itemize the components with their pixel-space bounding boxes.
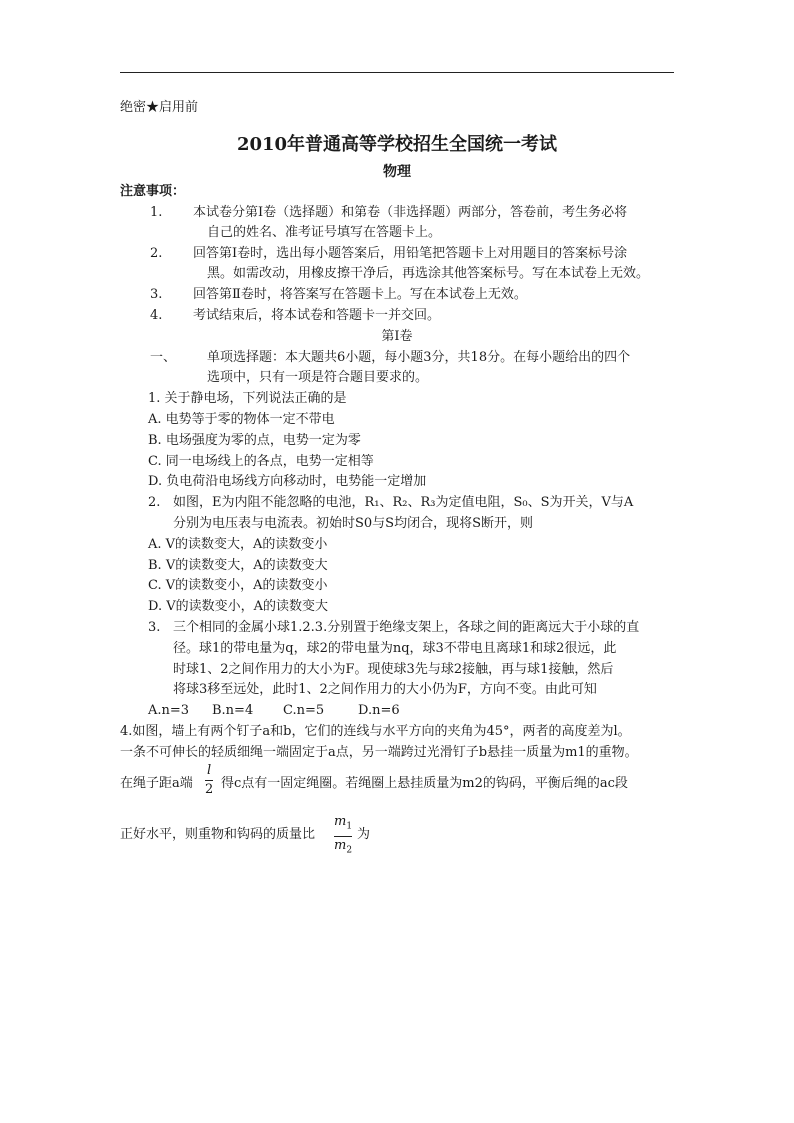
notice-item-text: 回答第Ⅱ卷时，将答案写在答题卡上。写在本试卷上无效。 (193, 287, 527, 302)
question-stem: 如图，E为内阻不能忽略的电池，R₁、R₂、R₃为定值电阻，S₀、S为开关，V与A (173, 495, 634, 510)
question-stem: 4.如图，墙上有两个钉子a和b，它们的连线与水平方向的夹角为45°，两者的高度差为l。 (120, 724, 631, 739)
part-instructions: 选项中，只有一项是符合题目要求的。 (207, 370, 429, 385)
confidential-label: 绝密★启用前 (120, 100, 199, 115)
question-stem: 时球1、2之间作用力的大小为F。现使球3先与球2接触，再与球1接触，然后 (173, 662, 614, 677)
question-stem: 三个相同的金属小球1.2.3.分别置于绝缘支架上，各球之间的距离远大于小球的直 (173, 620, 640, 635)
notice-item-num: 2. (150, 246, 163, 261)
question-stem: 正好水平，则重物和钩码的质量比 (120, 827, 316, 842)
exam-title: 2010年普通高等学校招生全国统一考试 (236, 134, 558, 155)
answer-option: A. 电势等于零的物体一定不带电 (148, 412, 335, 427)
fraction-denominator: $m_2$ (334, 837, 353, 856)
notice-heading: 注意事项： (120, 184, 186, 199)
answer-option: B. V的读数变大，A的读数变大 (148, 558, 328, 573)
notice-item-text: 本试卷分第Ⅰ卷（选择题）和第卷（非选择题）两部分，答卷前，考生务必将 (193, 205, 628, 220)
header-rule (120, 72, 674, 73)
fraction-denominator: 2 (205, 782, 214, 797)
fraction-l-over-2 (205, 762, 213, 799)
notice-item-text: 自己的姓名、准考证号填写在答题卡上。 (207, 225, 442, 240)
question-stem: 为 (357, 827, 371, 842)
notice-item-text: 考试结束后，将本试卷和答题卡一并交回。 (193, 308, 441, 323)
fraction-numerator: l (207, 763, 212, 778)
answer-option: C.n=5 (283, 703, 325, 718)
section-heading: 第Ⅰ卷 (381, 329, 413, 344)
mass-ratio-fraction (334, 813, 352, 859)
answer-option: B. 电场强度为零的点，电势一定为零 (148, 433, 361, 448)
fraction-numerator: $m_1$ (334, 814, 353, 832)
question-stem: 径。球1的带电量为q，球2的带电量为nq，球3不带电且离球1和球2很远，此 (173, 641, 617, 656)
notice-item-text: 黑。如需改动，用橡皮擦干净后，再选涂其他答案标号。写在本试卷上无效。 (207, 266, 650, 281)
question-number: 2. (148, 495, 161, 510)
notice-item-num: 3. (150, 287, 163, 302)
answer-option: A. V的读数变大，A的读数变小 (148, 537, 328, 552)
question-stem: 将球3移至远处，此时1、2之间作用力的大小仍为F，方向不变。由此可知 (173, 682, 597, 697)
part-number: 一、 (150, 350, 177, 365)
question-stem: 1. 关于静电场，下列说法正确的是 (148, 391, 347, 406)
question-stem: 得c点有一固定绳圈。若绳圈上悬挂质量为m2的钩码，平衡后绳的ac段 (221, 776, 628, 791)
answer-option: D. 负电荷沿电场线方向移动时，电势能一定增加 (148, 474, 427, 489)
answer-option: D.n=6 (358, 703, 400, 718)
answer-option: B.n=4 (212, 703, 254, 718)
subject-title: 物理 (383, 164, 411, 180)
answer-option: A.n=3 (148, 703, 190, 718)
question-number: 3. (148, 620, 161, 635)
question-stem: 一条不可伸长的轻质细绳一端固定于a点，另一端跨过光滑钉子b悬挂一质量为m1的重物。 (120, 745, 638, 760)
notice-item-num: 4. (150, 308, 163, 323)
notice-item-num: 1. (150, 205, 163, 220)
question-stem: 在绳子距a端 (120, 776, 193, 791)
answer-option: C. 同一电场线上的各点，电势一定相等 (148, 454, 374, 469)
question-stem: 分别为电压表与电流表。初始时S0与S均闭合，现将S断开，则 (173, 516, 533, 531)
part-instructions: 单项选择题：本大题共6小题，每小题3分，共18分。在每小题给出的四个 (207, 350, 631, 365)
answer-option: D. V的读数变小，A的读数变大 (148, 599, 329, 614)
answer-option: C. V的读数变小，A的读数变小 (148, 578, 328, 593)
notice-item-text: 回答第Ⅰ卷时，选出每小题答案后，用铅笔把答题卡上对用题目的答案标号涂 (193, 246, 628, 261)
